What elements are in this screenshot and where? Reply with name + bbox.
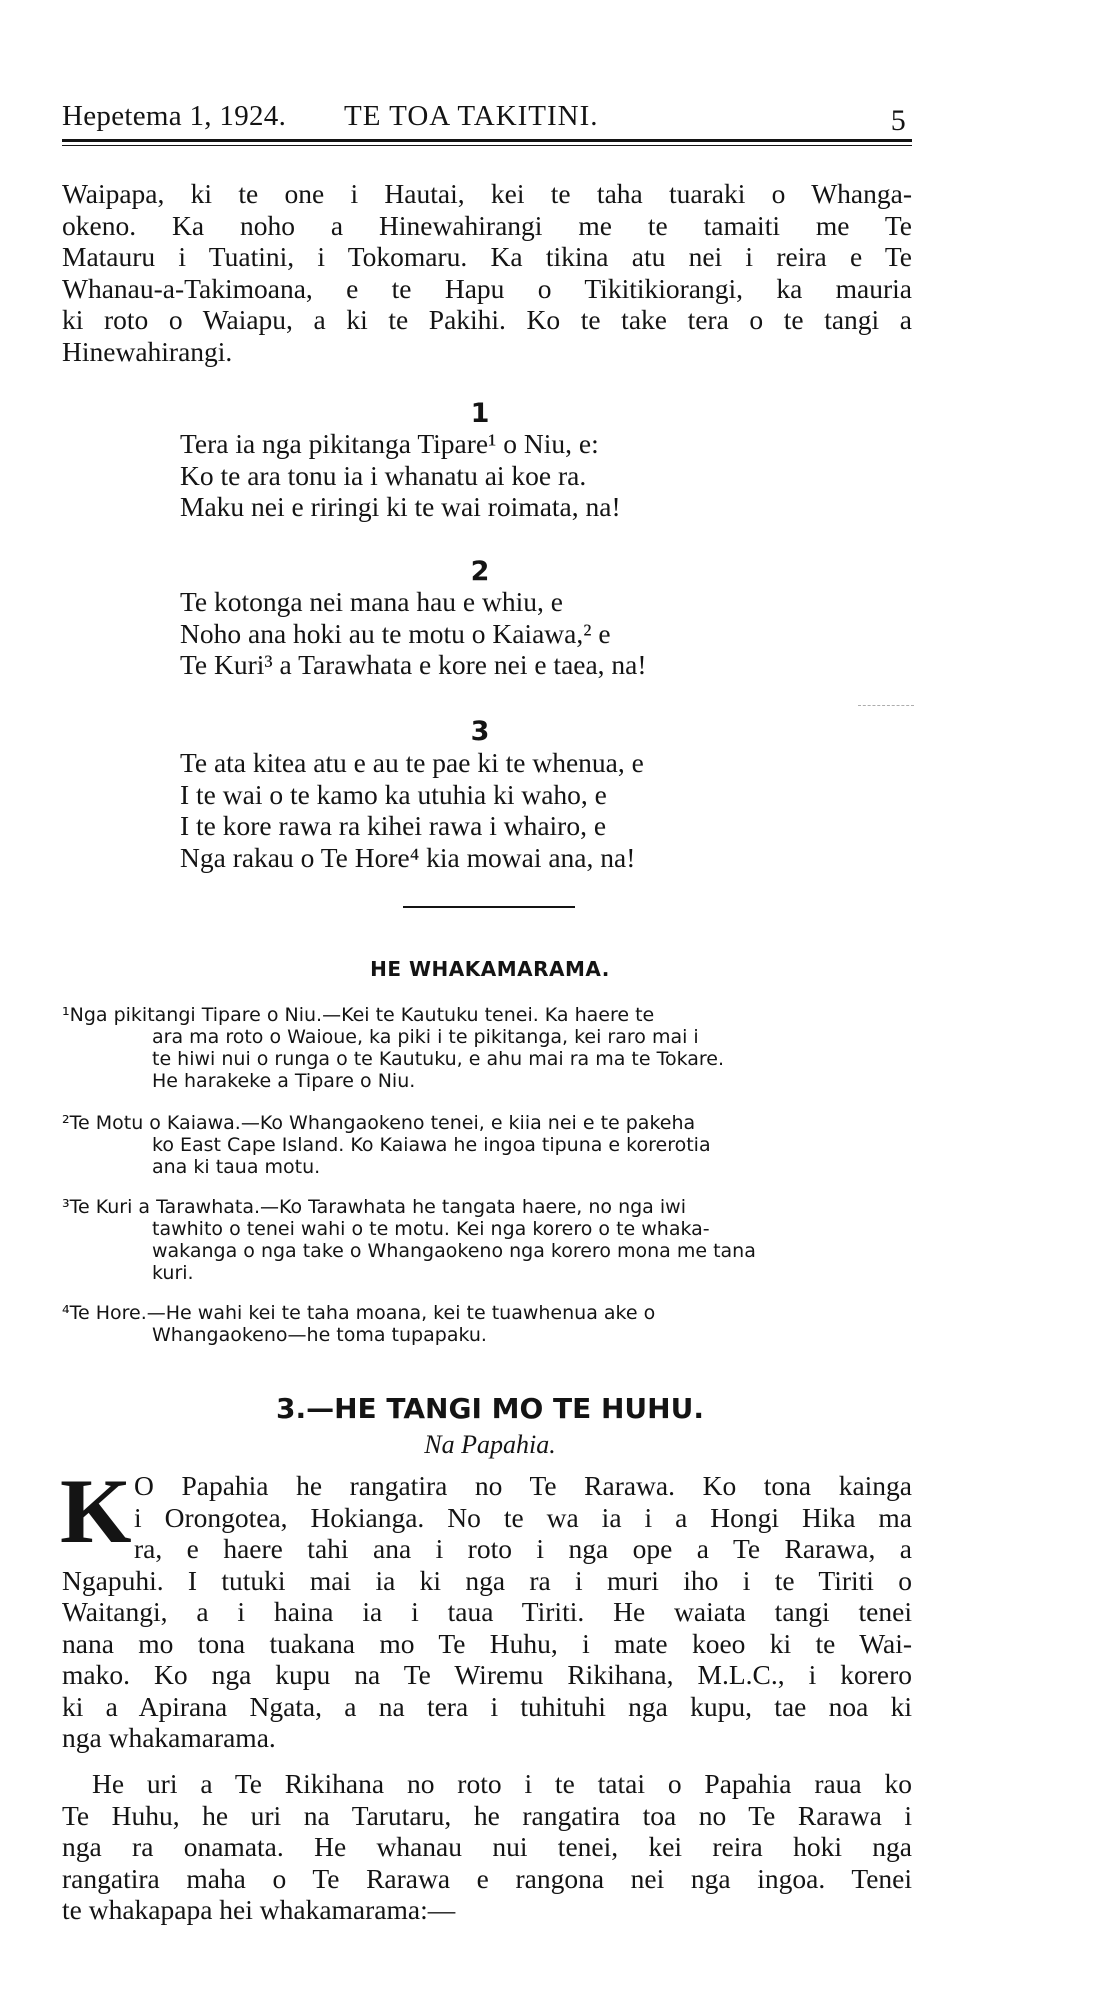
note-line: He harakeke a Tipare o Niu. xyxy=(152,1070,416,1092)
verse-line: Tera ia nga pikitanga Tipare¹ o Niu, e: xyxy=(180,428,599,459)
text-line: te whakapapa hei whakamarama:— xyxy=(62,1894,456,1925)
text-line: i Orongotea, Hokianga. No te wa ia i a Hongi Hika ma xyxy=(134,1501,912,1533)
text-line: ki a Apirana Ngata, a na tera i tuhituhi nga kupu, tae noa ki xyxy=(62,1690,912,1722)
header-rule xyxy=(62,139,912,142)
text-line: Hinewahirangi. xyxy=(62,335,233,367)
text-line: ra, e haere tahi ana i roto i nga ope a Te Rarawa, a xyxy=(134,1533,912,1564)
note-line: kuri. xyxy=(152,1262,194,1284)
text-line: rangatira maha o Te Rarawa e rangona nei nga ingoa. Tenei xyxy=(62,1862,912,1894)
verse-number: 2 xyxy=(470,556,490,587)
note-line: Whangaokeno—he toma tupapaku. xyxy=(152,1324,487,1346)
note-line: ⁴Te Hore.—He wahi kei te taha moana, kei te tuawhenua ake o xyxy=(62,1302,656,1324)
scan-artifact xyxy=(858,705,914,712)
section-paragraph-1 xyxy=(62,1470,912,1754)
text-line: okeno. Ka noho a Hinewahirangi me te tamaiti me Te xyxy=(62,209,912,241)
text-line: Waitangi, a i haina ia i taua Tiriti. He waiata tangi tenei xyxy=(62,1596,912,1627)
text-line: nga whakamarama. xyxy=(62,1722,276,1753)
header-date: Hepetema 1, 1924. xyxy=(62,100,287,132)
text-line: Matauru i Tuatini, i Tokomaru. Ka tikina atu nei i reira e Te xyxy=(62,241,912,272)
note-line: tawhito o tenei wahi o te motu. Kei nga korero o te whaka- xyxy=(152,1218,710,1240)
text-line: mako. Ko nga kupu na Te Wiremu Rikihana, M.L.C., i korero xyxy=(62,1659,912,1690)
verse-line: Nga rakau o Te Hore⁴ kia mowai ana, na! xyxy=(180,841,636,873)
verse-line: Ko te ara tonu ia i whanatu ai koe ra. xyxy=(180,459,587,491)
drop-cap: K xyxy=(60,1460,132,1562)
verse-line: Te kotonga nei mana hau e whiu, e xyxy=(180,586,563,617)
note-line: te hiwi nui o runga o te Kautuku, e ahu mai ra ma te Tokare. xyxy=(152,1048,725,1070)
text-line: Ngapuhi. I tutuki mai ia ki nga ra i muri iho i te Tiriti o xyxy=(62,1564,912,1596)
note-1 xyxy=(62,1004,912,1092)
text-line: ki roto o Waiapu, a ki te Pakihi. Ko te take tera o te tangi a xyxy=(62,304,912,335)
notes-heading: HE WHAKAMARAMA. xyxy=(370,957,610,981)
text-line: He uri a Te Rikihana no roto i te tatai o Papahia raua ko xyxy=(92,1768,912,1799)
running-header xyxy=(62,96,910,140)
note-line: ko East Cape Island. Ko Kaiawa he ingoa tipuna e korerotia xyxy=(152,1134,711,1156)
section-author: Na Papahia. xyxy=(424,1430,556,1459)
verse-line: I te wai o te kamo ka utuhia ki waho, e xyxy=(180,778,607,810)
section-paragraph-2 xyxy=(62,1768,912,1926)
verse-line: Maku nei e riringi ki te wai roimata, na! xyxy=(180,491,621,522)
verse-2 xyxy=(180,586,647,681)
verse-number: 1 xyxy=(470,398,490,429)
verse-number: 3 xyxy=(470,716,490,747)
note-line: ara ma roto o Waioue, ka piki i te pikitanga, kei raro mai i xyxy=(152,1026,699,1048)
verse-line: Te Kuri³ a Tarawhata e kore nei e taea, na! xyxy=(180,649,647,680)
note-line: ana ki taua motu. xyxy=(152,1156,321,1178)
text-line: nga ra onamata. He whanau nui tenei, kei reira hoki nga xyxy=(62,1831,912,1862)
note-line: ³Te Kuri a Tarawhata.—Ko Tarawhata he tangata haere, no nga iwi xyxy=(62,1196,686,1218)
text-line: Te Huhu, he uri na Tarutaru, he rangatira toa no Te Rarawa i xyxy=(62,1799,912,1831)
note-line: wakanga o nga take o Whangaokeno nga korero mona me tana xyxy=(152,1240,756,1262)
text-line: O Papahia he rangatira no Te Rarawa. Ko tona kainga xyxy=(134,1470,912,1501)
header-rule-thin xyxy=(62,145,912,146)
verse-line: Te ata kitea atu e au te pae ki te whenua, e xyxy=(180,747,644,778)
section-divider xyxy=(403,906,575,908)
header-title: TE TOA TAKITINI. xyxy=(344,100,599,132)
verse-line: Noho ana hoki au te motu o Kaiawa,² e xyxy=(180,617,611,649)
verse-3 xyxy=(180,747,644,873)
text-line: nana mo tona tuakana mo Te Huhu, i mate koeo ki te Wai- xyxy=(62,1627,912,1659)
note-line: ¹Nga pikitangi Tipare o Niu.—Kei te Kautuku tenei. Ka haere te xyxy=(62,1004,655,1026)
verse-line: I te kore rawa ra kihei rawa i whairo, e xyxy=(180,810,607,841)
page-number: 5 xyxy=(890,104,906,137)
note-3 xyxy=(62,1196,912,1284)
note-4 xyxy=(62,1302,912,1346)
intro-paragraph xyxy=(62,178,912,367)
section-title: 3.—HE TANGI MO TE HUHU. xyxy=(276,1392,704,1425)
note-2 xyxy=(62,1112,912,1178)
text-line: Waipapa, ki te one i Hautai, kei te taha tuaraki o Whanga- xyxy=(62,178,912,209)
verse-1 xyxy=(180,428,621,523)
note-line: ²Te Motu o Kaiawa.—Ko Whangaokeno tenei, e kiia nei e te pakeha xyxy=(62,1112,696,1134)
text-line: Whanau-a-Takimoana, e te Hapu o Tikitikiorangi, ka mauria xyxy=(62,272,912,304)
